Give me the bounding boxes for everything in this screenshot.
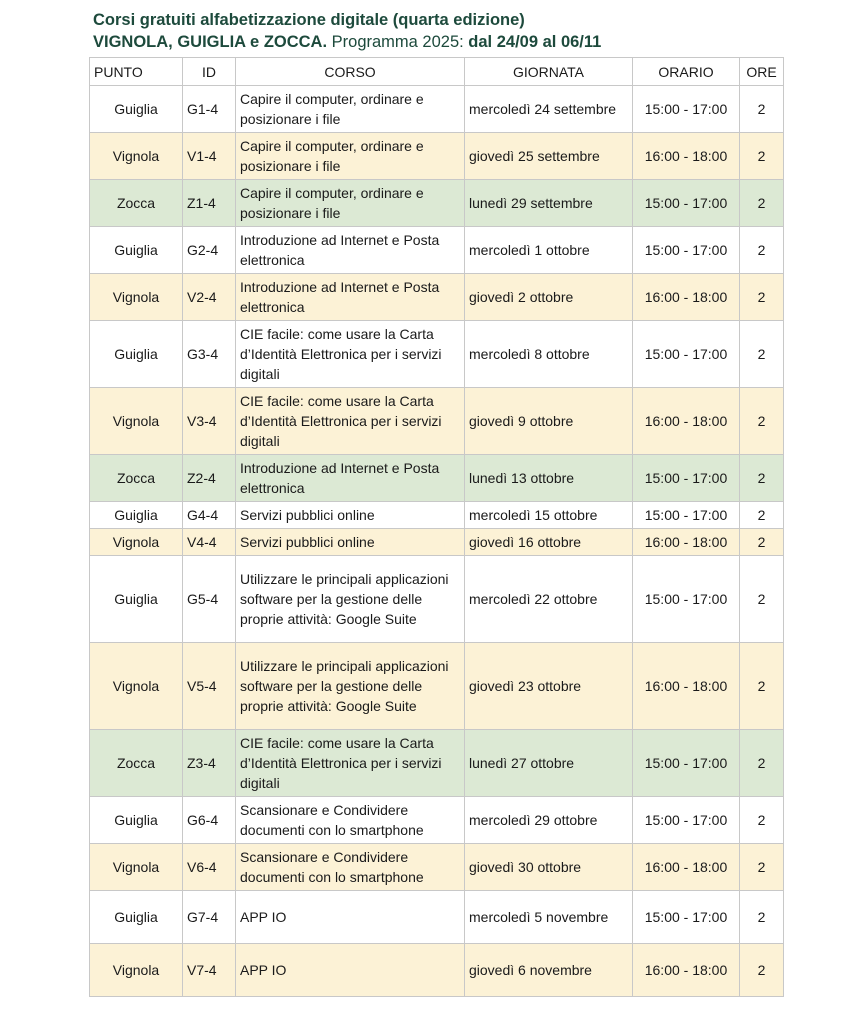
cell-ore: 2 [740,643,784,730]
cell-corso: CIE facile: come usare la Carta d’Identità Elettronica per i servizi digitali [236,321,465,388]
cell-giornata: mercoledì 1 ottobre [465,227,633,274]
cell-id: Z1-4 [183,180,236,227]
table-row [90,455,784,502]
cell-orario: 15:00 - 17:00 [633,455,740,502]
cell-punto: Zocca [90,730,183,797]
cell-punto: Vignola [90,529,183,556]
cell-punto: Guiglia [90,321,183,388]
cell-giornata: mercoledì 24 settembre [465,86,633,133]
cell-giornata: mercoledì 29 ottobre [465,797,633,844]
table-row [90,529,784,556]
cell-punto: Vignola [90,388,183,455]
cell-giornata: mercoledì 15 ottobre [465,502,633,529]
table-header-row [90,58,784,86]
cell-corso: Scansionare e Condividere documenti con lo smartphone [236,844,465,891]
cell-orario: 16:00 - 18:00 [633,844,740,891]
cell-ore: 2 [740,502,784,529]
cell-orario: 16:00 - 18:00 [633,529,740,556]
cell-giornata: mercoledì 8 ottobre [465,321,633,388]
cell-corso: Introduzione ad Internet e Posta elettronica [236,274,465,321]
cell-punto: Vignola [90,844,183,891]
cell-punto: Vignola [90,944,183,997]
cell-orario: 15:00 - 17:00 [633,502,740,529]
column-header-punto: PUNTO [90,58,183,86]
cell-id: G7-4 [183,891,236,944]
table-row [90,844,784,891]
table-row [90,502,784,529]
cell-orario: 16:00 - 18:00 [633,643,740,730]
cell-giornata: giovedì 23 ottobre [465,643,633,730]
cell-corso: CIE facile: come usare la Carta d’Identità Elettronica per i servizi digitali [236,730,465,797]
cell-ore: 2 [740,556,784,643]
cell-ore: 2 [740,455,784,502]
table-row [90,556,784,643]
cell-corso: Utilizzare le principali applicazioni software per la gestione delle proprie attività: Google Suite [236,643,465,730]
cell-ore: 2 [740,180,784,227]
cell-corso: Capire il computer, ordinare e posizionare i file [236,133,465,180]
table-row [90,180,784,227]
cell-id: G3-4 [183,321,236,388]
cell-ore: 2 [740,227,784,274]
table-row [90,643,784,730]
cell-corso: Introduzione ad Internet e Posta elettronica [236,455,465,502]
cell-giornata: lunedì 29 settembre [465,180,633,227]
cell-punto: Zocca [90,455,183,502]
cell-giornata: giovedì 25 settembre [465,133,633,180]
cell-id: V4-4 [183,529,236,556]
cell-corso: Servizi pubblici online [236,502,465,529]
cell-punto: Vignola [90,643,183,730]
cell-orario: 15:00 - 17:00 [633,797,740,844]
cell-punto: Zocca [90,180,183,227]
cell-punto: Guiglia [90,502,183,529]
cell-orario: 16:00 - 18:00 [633,388,740,455]
cell-punto: Guiglia [90,556,183,643]
cell-giornata: giovedì 6 novembre [465,944,633,997]
cell-orario: 15:00 - 17:00 [633,227,740,274]
cell-corso: Scansionare e Condividere documenti con lo smartphone [236,797,465,844]
cell-punto: Guiglia [90,797,183,844]
cell-punto: Vignola [90,274,183,321]
cell-id: G2-4 [183,227,236,274]
cell-orario: 15:00 - 17:00 [633,556,740,643]
cell-id: V7-4 [183,944,236,997]
cell-punto: Guiglia [90,227,183,274]
cell-ore: 2 [740,844,784,891]
cell-orario: 15:00 - 17:00 [633,180,740,227]
cell-corso: Utilizzare le principali applicazioni software per la gestione delle proprie attività: Google Suite [236,556,465,643]
column-header-giornata: GIORNATA [465,58,633,86]
cell-orario: 16:00 - 18:00 [633,133,740,180]
cell-ore: 2 [740,529,784,556]
cell-corso: APP IO [236,944,465,997]
cell-orario: 15:00 - 17:00 [633,891,740,944]
column-header-id: ID [183,58,236,86]
cell-id: V1-4 [183,133,236,180]
cell-orario: 16:00 - 18:00 [633,944,740,997]
date-range-label: dal 24/09 al 06/11 [468,33,602,51]
cell-giornata: mercoledì 5 novembre [465,891,633,944]
cell-ore: 2 [740,891,784,944]
cell-ore: 2 [740,133,784,180]
cell-id: V5-4 [183,643,236,730]
cell-corso: Capire il computer, ordinare e posizionare i file [236,180,465,227]
column-header-orario: ORARIO [633,58,740,86]
table-row [90,133,784,180]
cell-corso: Introduzione ad Internet e Posta elettronica [236,227,465,274]
locations-label: VIGNOLA, GUIGLIA e ZOCCA. [93,33,328,51]
table-row [90,891,784,944]
cell-id: G5-4 [183,556,236,643]
program-label: Programma 2025: [327,33,469,51]
cell-orario: 15:00 - 17:00 [633,321,740,388]
cell-corso: CIE facile: come usare la Carta d’Identità Elettronica per i servizi digitali [236,388,465,455]
column-header-ore: ORE [740,58,784,86]
cell-id: G6-4 [183,797,236,844]
cell-giornata: giovedì 9 ottobre [465,388,633,455]
cell-corso: Servizi pubblici online [236,529,465,556]
cell-ore: 2 [740,730,784,797]
cell-giornata: mercoledì 22 ottobre [465,556,633,643]
cell-giornata: giovedì 16 ottobre [465,529,633,556]
cell-orario: 15:00 - 17:00 [633,730,740,797]
cell-giornata: giovedì 30 ottobre [465,844,633,891]
table-row [90,274,784,321]
cell-giornata: lunedì 27 ottobre [465,730,633,797]
cell-giornata: lunedì 13 ottobre [465,455,633,502]
cell-punto: Vignola [90,133,183,180]
cell-id: V6-4 [183,844,236,891]
schedule-table [89,57,784,997]
column-header-corso: CORSO [236,58,465,86]
cell-ore: 2 [740,274,784,321]
document-title: Corsi gratuiti alfabetizzazione digitale (quarta edizione) [93,11,525,29]
cell-ore: 2 [740,86,784,133]
document-subtitle [93,31,813,53]
cell-id: G1-4 [183,86,236,133]
table-row [90,227,784,274]
cell-orario: 15:00 - 17:00 [633,86,740,133]
table-row [90,86,784,133]
cell-id: V2-4 [183,274,236,321]
table-row [90,321,784,388]
cell-id: V3-4 [183,388,236,455]
cell-punto: Guiglia [90,86,183,133]
cell-ore: 2 [740,797,784,844]
table-row [90,797,784,844]
cell-ore: 2 [740,321,784,388]
cell-id: Z3-4 [183,730,236,797]
cell-orario: 16:00 - 18:00 [633,274,740,321]
cell-corso: APP IO [236,891,465,944]
table-row [90,730,784,797]
cell-punto: Guiglia [90,891,183,944]
cell-id: G4-4 [183,502,236,529]
cell-ore: 2 [740,388,784,455]
cell-giornata: giovedì 2 ottobre [465,274,633,321]
cell-id: Z2-4 [183,455,236,502]
cell-corso: Capire il computer, ordinare e posizionare i file [236,86,465,133]
table-row [90,388,784,455]
table-row [90,944,784,997]
cell-ore: 2 [740,944,784,997]
document-header [93,9,813,53]
